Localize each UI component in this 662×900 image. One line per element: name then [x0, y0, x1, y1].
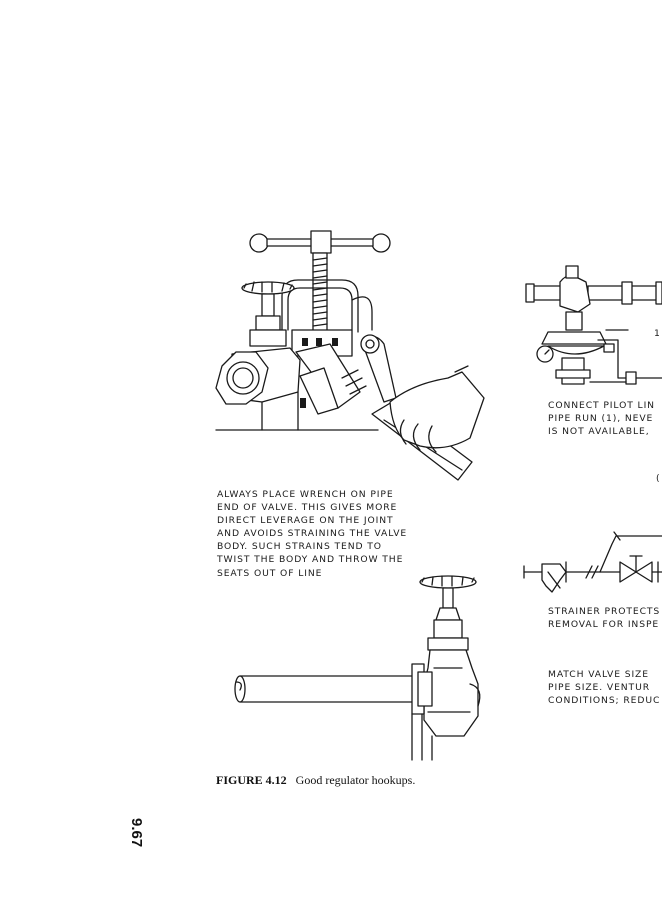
pilot-note-line: PIPE RUN (1), NEVE	[548, 413, 654, 425]
wrench-note-line: AND AVOIDS STRAINING THE VALVE	[217, 528, 408, 540]
pilot-label-number: 1	[654, 328, 661, 339]
pilot-note-line: CONNECT PILOT LIN	[548, 400, 655, 411]
figure-title: Good regulator hookups.	[295, 773, 416, 787]
strainer-note-line: REMOVAL FOR INSPE	[548, 619, 660, 631]
match-note	[548, 668, 660, 707]
match-note-line: MATCH VALVE SIZE	[548, 669, 649, 680]
wrench-note-line: BODY. SUCH STRAINS TEND TO	[217, 541, 382, 553]
wrench-note-line: SEATS OUT OF LINE	[217, 567, 323, 579]
mid-marker: (	[656, 473, 661, 484]
figure-label: FIGURE 4.12	[216, 773, 287, 787]
page-number: 9.67	[128, 818, 145, 848]
wrench-note-line: ALWAYS PLACE WRENCH ON PIPE	[217, 489, 394, 500]
pilot-note-line: IS NOT AVAILABLE,	[548, 426, 650, 438]
match-note-line: CONDITIONS; REDUC	[548, 695, 661, 707]
match-note-line: PIPE SIZE. VENTUR	[548, 682, 650, 694]
strainer-note-line: STRAINER PROTECTS	[548, 606, 661, 617]
strainer-note	[548, 605, 660, 631]
figure-caption	[216, 773, 415, 788]
wrench-note-line: DIRECT LEVERAGE ON THE JOINT	[217, 515, 394, 527]
wrench-note-line: TWIST THE BODY AND THROW THE	[217, 554, 404, 566]
wrench-note-line: END OF VALVE. THIS GIVES MORE	[217, 502, 398, 514]
